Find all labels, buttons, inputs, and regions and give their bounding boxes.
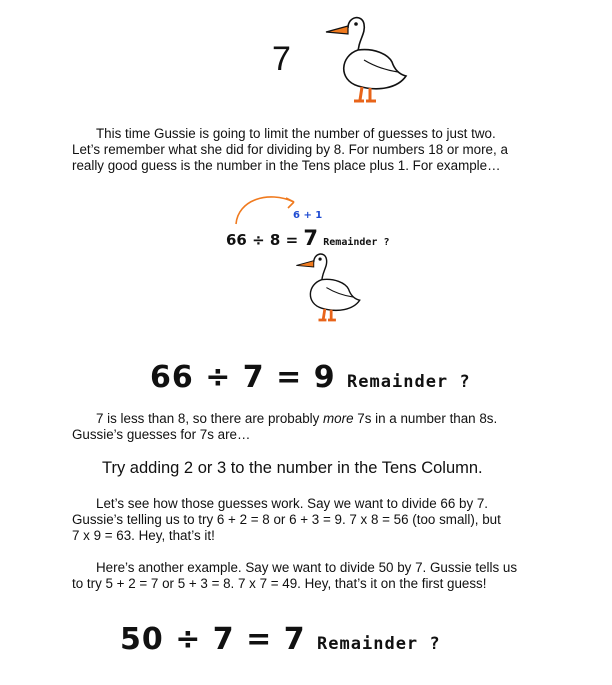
example-66-paragraph — [72, 496, 542, 544]
small-quotient: 7 — [303, 226, 319, 250]
sevens-line-1b: 7s in a number than 8s. — [353, 411, 498, 426]
eq2-eq-sign: = — [246, 622, 273, 657]
eq1-quotient: 9 — [313, 360, 336, 395]
eq1-op: ÷ — [205, 360, 232, 395]
page-number: 7 — [272, 40, 291, 78]
eq2-dividend: 50 — [120, 622, 164, 657]
small-divisor: 8 — [269, 231, 281, 249]
eq1-remainder: Remainder ? — [347, 372, 471, 392]
example-50-paragraph — [72, 560, 542, 592]
small-op: ÷ — [252, 231, 265, 249]
sevens-line-1a: 7 is less than 8, so there are probably — [96, 411, 324, 426]
ex66-line-3: 7 x 9 = 63. Hey, that’s it! — [72, 528, 215, 543]
goose-illustration — [318, 10, 414, 106]
intro-line-1: This time Gussie is going to limit the number of guesses to just two. — [96, 126, 496, 141]
eq2-divisor: 7 — [212, 622, 235, 657]
tip-heading: Try adding 2 or 3 to the number in the Tens Column. — [102, 459, 483, 477]
goose-illustration-small — [290, 246, 366, 326]
small-remainder: Remainder ? — [323, 237, 390, 248]
ex50-line-1: Here’s another example. Say we want to divide 50 by 7. Gussie tells us — [96, 560, 518, 575]
eq1-divisor: 7 — [242, 360, 265, 395]
sevens-line-1-emphasis: more — [323, 411, 354, 426]
small-eq-sign: = — [285, 231, 299, 249]
intro-paragraph — [72, 126, 542, 174]
sevens-line-2: Gussie’s guesses for 7s are… — [72, 427, 251, 442]
intro-line-2: Let’s remember what she did for dividing by 8. For numbers 18 or more, a — [72, 142, 508, 157]
eq1-eq-sign: = — [276, 360, 303, 395]
intro-line-3: really good guess is the number in the Tens place plus 1. For example… — [72, 158, 501, 173]
sevens-paragraph — [72, 411, 542, 443]
big-equation-2 — [120, 622, 441, 657]
small-dividend: 66 — [226, 231, 247, 249]
eq2-remainder: Remainder ? — [317, 634, 441, 654]
eq2-quotient: 7 — [283, 622, 306, 657]
ex66-line-1: Let’s see how those guesses work. Say we want to divide 66 by 7. — [96, 496, 489, 511]
eq2-op: ÷ — [175, 622, 202, 657]
ex50-line-2: to try 5 + 2 = 7 or 5 + 3 = 8. 7 x 7 = 49. Hey, that’s it on the first guess! — [72, 576, 487, 591]
hint-label: 6 + 1 — [293, 210, 323, 221]
eq1-dividend: 66 — [150, 360, 194, 395]
big-equation-1 — [150, 360, 471, 395]
ex66-line-2: Gussie’s telling us to try 6 + 2 = 8 or 6 + 3 = 9. 7 x 8 = 56 (too small), but — [72, 512, 501, 527]
